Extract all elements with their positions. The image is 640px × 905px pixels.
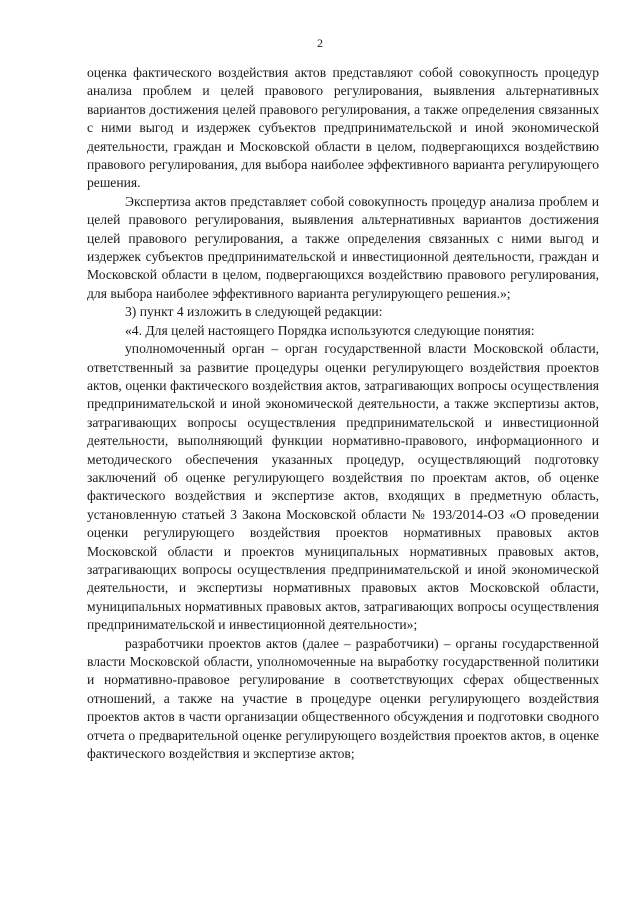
paragraph-clause-4-intro: «4. Для целей настоящего Порядка используются следующие понятия: (125, 322, 535, 338)
paragraph-definition-expertise: Экспертиза актов представляет собой совокупность процедур анализа проблем и целей правового регулирования, выявления альтернативных вариантов достижения целей правового регулирования, а также определения связанных с ними выгод и издержек субъектов предпринимательской и инвестиционной деятельности, граждан и Московской области в целом, подвергающихся воздействию правового регулирования, для выбора наиболее эффективного варианта регулирующего решения.»; (87, 193, 599, 301)
page-number: 2 (317, 36, 323, 50)
paragraph-amendment-item-3: 3) пункт 4 изложить в следующей редакции: (125, 304, 383, 320)
paragraph-definition-fact-assessment: оценка фактического воздействия актов представляют собой совокупность процедур анализа проблем и целей правового регулирования, выявления альтернативных вариантов достижения целей правового регулирования, а также определения связанных с ними выгод и издержек субъектов предпринимательской и иной экономической деятельности, граждан и Московской области в целом, подвергающихся воздействию правового регулирования, для выбора наиболее эффективного варианта регулирующего решения. (87, 65, 599, 191)
document-body (87, 64, 599, 763)
paragraph-authorized-body: уполномоченный орган – орган государственной власти Московской области, ответственный за развитие процедуры оценки регулирующего воздействия проектов актов, оценки фактического воздействия актов, затрагивающих вопросы осуществления предпринимательской и иной экономической деятельности, а также экспертизы актов, затрагивающих вопросы осуществления предпринимательской и инвестиционной деятельности, выполняющий функции нормативно-правового, информационного и методического обеспечения указанных процедур, осуществляющий подготовку заключений об оценке регулирующего воздействия по проектам актов, об оценке фактического воздействия и экспертизе актов, входящих в предметную область, установленную статьей 3 Закона Московской области № 193/2014-ОЗ «О проведении оценки регулирующего воздействия проектов нормативных правовых актов Московской области и проектов муниципальных нормативных правовых актов, затрагивающих вопросы осуществления предпринимательской и иной экономической деятельности, и экспертизы нормативных правовых актов Московской области, муниципальных нормативных правовых актов, затрагивающих вопросы осуществления предпринимательской и инвестиционной деятельности»; (87, 341, 599, 633)
paragraph-developers: разработчики проектов актов (далее – разработчики) – органы государственной власти Московской области, уполномоченные на выработку государственной политики и нормативно-правовое регулирование в соответствующих сферах общественных отношений, а также на участие в процедуре оценки регулирующего воздействия проектов актов в части организации общественного обсуждения и подготовки сводного отчета о предварительной оценке регулирующего воздействия проектов актов, в оценке фактического воздействия и экспертизе актов; (87, 635, 599, 762)
